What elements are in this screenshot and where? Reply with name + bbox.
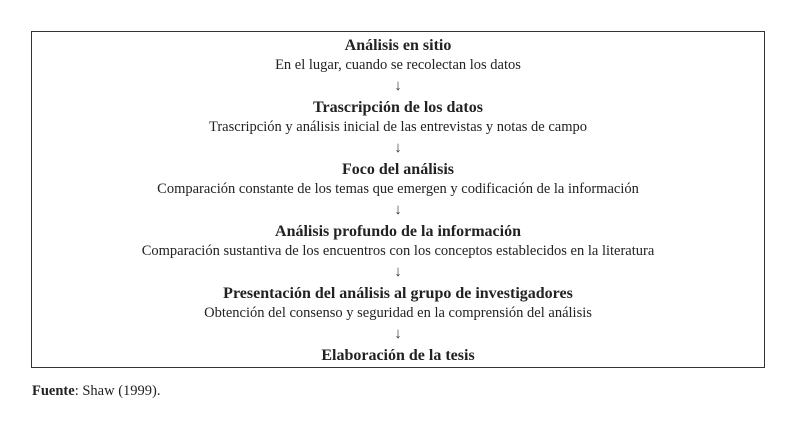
step-4-description: Comparación sustantiva de los encuentros con los conceptos establecidos en la literatura xyxy=(141,243,655,259)
source-citation xyxy=(32,382,160,401)
step-5-title: Presentación del análisis al grupo de investigadores xyxy=(223,285,573,302)
down-arrow-icon: ↓ xyxy=(394,140,402,156)
flow-steps xyxy=(32,35,764,366)
step-6-title: Elaboración de la tesis xyxy=(321,347,475,364)
step-3-description: Comparación constante de los temas que emergen y codificación de la información xyxy=(157,181,639,197)
down-arrow-icon: ↓ xyxy=(394,326,402,342)
down-arrow-icon: ↓ xyxy=(394,264,402,280)
step-1-description: En el lugar, cuando se recolectan los datos xyxy=(275,57,521,73)
down-arrow-icon: ↓ xyxy=(394,78,402,94)
step-4-title: Análisis profundo de la información xyxy=(275,223,521,240)
source-text: : Shaw (1999). xyxy=(74,383,161,399)
step-2-title: Trascripción de los datos xyxy=(313,99,483,116)
step-2-description: Trascripción y análisis inicial de las entrevistas y notas de campo xyxy=(209,119,587,135)
step-1-title: Análisis en sitio xyxy=(344,37,452,54)
down-arrow-icon: ↓ xyxy=(394,202,402,218)
flow-diagram-frame xyxy=(31,31,765,368)
source-label: Fuente xyxy=(32,383,75,399)
step-5-description: Obtención del consenso y seguridad en la comprensión del análisis xyxy=(204,305,592,321)
step-3-title: Foco del análisis xyxy=(341,161,454,178)
